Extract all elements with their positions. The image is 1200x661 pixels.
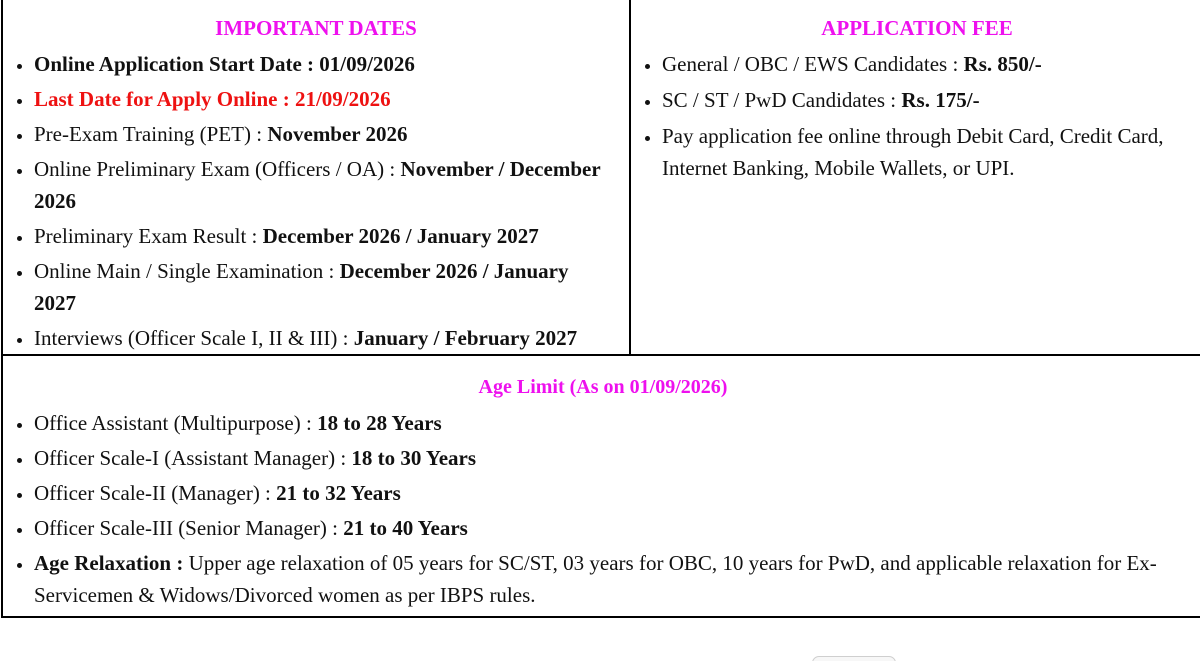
date-item-value: January / February 2027 [353, 326, 578, 350]
age-limit-cell [2, 355, 1200, 617]
date-item-value: December 2026 / January 2027 [262, 224, 539, 248]
application-fee-list [631, 48, 1200, 184]
date-item-label: Last Date for Apply Online : 21/09/2026 [34, 87, 391, 111]
dates-fee-row [2, 0, 1200, 355]
age-item-relaxation [34, 547, 1200, 611]
age-item-value: 21 to 32 Years [276, 481, 401, 505]
age-item-value: 18 to 30 Years [351, 446, 477, 470]
age-item-officer-scale-1 [34, 442, 1200, 474]
age-item-label: Office Assistant (Multipurpose) : [34, 411, 318, 435]
date-item-label: Pre-Exam Training (PET) : [34, 122, 268, 146]
application-fee-cell [630, 0, 1200, 355]
age-item-office-assistant [34, 407, 1200, 439]
date-item-pet [34, 118, 629, 150]
date-item-label: Online Main / Single Examination : [34, 259, 340, 283]
date-item-label: Online Preliminary Exam (Officers / OA) : [34, 157, 401, 181]
age-item-value: 18 to 28 Years [317, 411, 442, 435]
date-item-application-start [34, 48, 629, 80]
age-limit-row [2, 355, 1200, 617]
date-item-interviews [34, 322, 629, 354]
fee-item-value: Rs. 850/- [963, 52, 1042, 76]
age-item-label: Officer Scale-II (Manager) : [34, 481, 277, 505]
age-relaxation-text: Upper age relaxation of 05 years for SC/ST, 03 years for OBC, 10 years for PwD, and applicable relaxation for Ex-Servicemen & Widows/Divorced women as per IBPS rules. [34, 551, 1157, 607]
date-item-label: Interviews (Officer Scale I, II & III) : [34, 326, 354, 350]
date-item-label: Online Application Start Date : 01/09/2026 [34, 52, 415, 76]
date-item-prelim-exam [34, 153, 629, 217]
fee-item-reserved [662, 84, 1200, 116]
fee-item-label: SC / ST / PwD Candidates : [662, 88, 902, 112]
age-limit-list [3, 407, 1200, 611]
application-fee-heading: APPLICATION FEE [821, 16, 1013, 40]
fee-item-label: Pay application fee online through Debit Card, Credit Card, Internet Banking, Mobile Wallets, or UPI. [662, 124, 1164, 180]
date-item-prelim-result [34, 220, 629, 252]
fee-item-general [662, 48, 1200, 80]
important-dates-heading: IMPORTANT DATES [215, 16, 417, 40]
fee-item-value: Rs. 175/- [901, 88, 980, 112]
date-item-value: November 2026 [267, 122, 408, 146]
age-relaxation-label: Age Relaxation : [34, 551, 189, 575]
date-item-label: Preliminary Exam Result : [34, 224, 263, 248]
age-item-label: Officer Scale-III (Senior Manager) : [34, 516, 344, 540]
age-item-label: Officer Scale-I (Assistant Manager) : [34, 446, 352, 470]
info-table [1, 0, 1200, 618]
important-dates-cell [2, 0, 630, 355]
age-item-officer-scale-3 [34, 512, 1200, 544]
date-item-main-exam [34, 255, 629, 319]
age-limit-heading: Age Limit (As on 01/09/2026) [478, 376, 728, 398]
date-item-value: November / December 2026 [34, 157, 601, 213]
scroll-thumb[interactable] [812, 656, 896, 661]
age-item-officer-scale-2 [34, 477, 1200, 509]
fee-item-payment-mode [662, 120, 1200, 184]
date-item-last-date [34, 83, 629, 115]
important-dates-list [3, 48, 629, 354]
age-item-value: 21 to 40 Years [343, 516, 468, 540]
date-item-value: December 2026 / January 2027 [34, 259, 569, 315]
fee-item-label: General / OBC / EWS Candidates : [662, 52, 964, 76]
